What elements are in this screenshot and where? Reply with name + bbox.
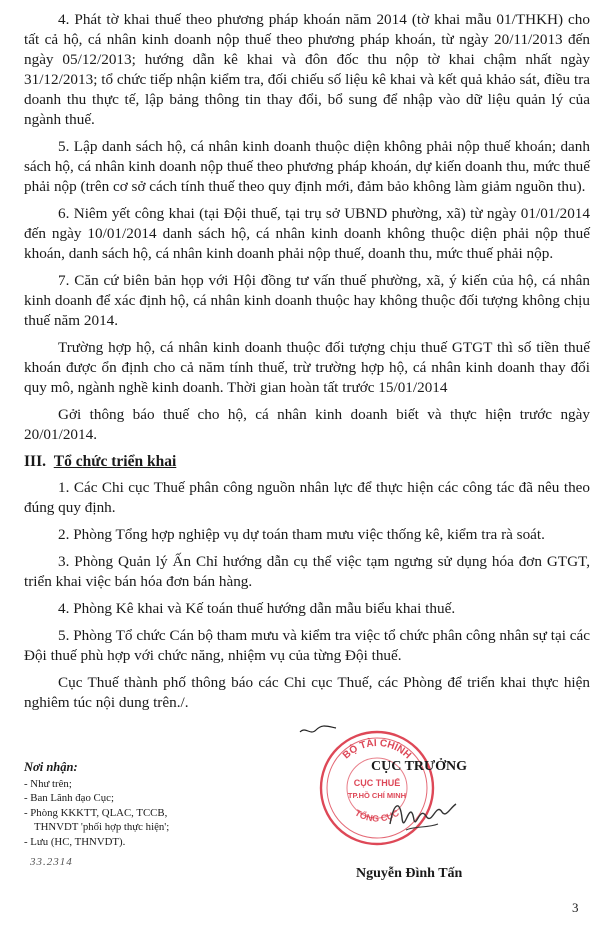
section-item-4: 4. Phòng Kê khai và Kế toán thuế hướng dẫn mẫu biểu khai thuế. — [58, 600, 456, 617]
svg-text:BỘ TÀI CHÍNH: BỘ TÀI CHÍNH — [340, 737, 414, 762]
section-title: Tổ chức triển khai — [53, 453, 177, 470]
paragraph-send-notice: Gởi thông báo thuế cho hộ, cá nhân kinh doanh biết và thực hiện trước ngày 20/01/2014. — [24, 406, 590, 443]
paragraph-item-5: 5. Lập danh sách hộ, cá nhân kinh doanh thuộc diện không phải nộp thuế khoán; danh sách hộ, cá nhân kinh doanh nộp thuế theo phương pháp khoán, dự kiến doanh thu, mức thuế phải nộp (trên cơ sở cách tính thuế theo quy định mới, đảm bảo không làm giảm nguồn thu). — [24, 138, 590, 195]
recipient-line: - Như trên; — [24, 777, 72, 790]
section-item-1: 1. Các Chi cục Thuế phân công nguồn nhân lực để thực hiện các công tác đã nêu theo đúng quy định. — [24, 479, 590, 516]
handwritten-signature-icon — [380, 782, 460, 842]
recipient-line: - Ban Lãnh đạo Cục; — [24, 792, 114, 804]
body-text — [24, 10, 590, 720]
recipient-line: THNVDT 'phối hợp thực hiện'; — [34, 821, 170, 833]
section-heading — [24, 452, 590, 472]
svg-text:TỔNG CỤC: TỔNG CỤC — [353, 807, 401, 824]
handwritten-ref-number: 33.2314 — [30, 856, 73, 868]
recipient-line: - Phòng KKKTT, QLAC, TCCB, — [24, 806, 168, 819]
paragraph-item-6: 6. Niêm yết công khai (tại Đội thuế, tại trụ sở UBND phường, xã) từ ngày 01/01/2014 đến ngày 10/01/2014 danh sách hộ, cá nhân kinh doanh không thuộc diện phải nộp thuế khoán, danh sách hộ, cá nhân kinh doanh phải nộp thuế, doanh thu, mức thuế phải nộp. — [24, 205, 590, 262]
recipient-line: - Lưu (HC, THNVDT). — [24, 835, 126, 848]
page-number: 3 — [572, 900, 579, 915]
signer-name: Nguyễn Đình Tấn — [356, 866, 463, 881]
recipients-block — [24, 760, 284, 849]
paragraph-item-4: 4. Phát tờ khai thuế theo phương pháp khoán năm 2014 (tờ khai mẫu 01/THKH) cho tất cả hộ, cá nhân kinh doanh nộp thuế theo phương pháp khoán, từ ngày 20/11/2013 đến ngày 05/12/2013; hướng dẫn kê khai và đôn đốc thu nộp tờ khai chậm nhất ngày 31/12/2013; tổ chức tiếp nhận kiểm tra, đối chiếu số liệu kê khai và kết quả khảo sát, điều tra doanh thu thực tế, lập bảng thông tin thay đổi, bổ sung để nhập vào dữ liệu quản lý của ngành thuế. — [24, 11, 590, 128]
paragraph-vat-case: Trường hợp hộ, cá nhân kinh doanh thuộc đối tượng chịu thuế GTGT thì số tiền thuế khoán được ổn định cho cả năm tính thuế, trừ trường hợp hộ, cá nhân kinh doanh thay đổi quy mô, ngành nghề kinh doanh. Thời gian hoàn tất trước 15/01/2014 — [24, 339, 590, 396]
closing-paragraph: Cục Thuế thành phố thông báo các Chi cục Thuế, các Phòng để triển khai thực hiện nghiêm túc nội dung trên./. — [24, 674, 590, 711]
paragraph-item-7: 7. Căn cứ biên bản họp với Hội đồng tư vấn thuế phường, xã, ý kiến của hộ, cá nhân kinh doanh để xác định hộ, cá nhân kinh doanh thuộc hay không thuộc đối tượng không chịu thuế năm 2014. — [24, 272, 590, 329]
section-item-2: 2. Phòng Tổng hợp nghiệp vụ dự toán tham mưu việc thống kê, kiểm tra rà soát. — [58, 526, 545, 543]
section-number: III. — [24, 453, 46, 470]
section-item-3: 3. Phòng Quản lý Ấn Chỉ hướng dẫn cụ thể việc tạm ngưng sử dụng hóa đơn GTGT, triển khai việc bán hóa đơn bán hàng. — [24, 553, 590, 590]
section-item-5: 5. Phòng Tổ chức Cán bộ tham mưu và kiểm tra việc tổ chức phân công nhân sự tại các Đội thuế phù hợp với chức năng, nhiệm vụ của từng Đội thuế. — [24, 627, 590, 664]
recipients-title: Nơi nhận: — [24, 760, 78, 774]
svg-text:TP.HỒ CHÍ MINH: TP.HỒ CHÍ MINH — [347, 791, 407, 800]
svg-text:CỤC THUẾ: CỤC THUẾ — [353, 778, 401, 788]
signer-title: CỤC TRƯỞNG — [371, 759, 468, 774]
